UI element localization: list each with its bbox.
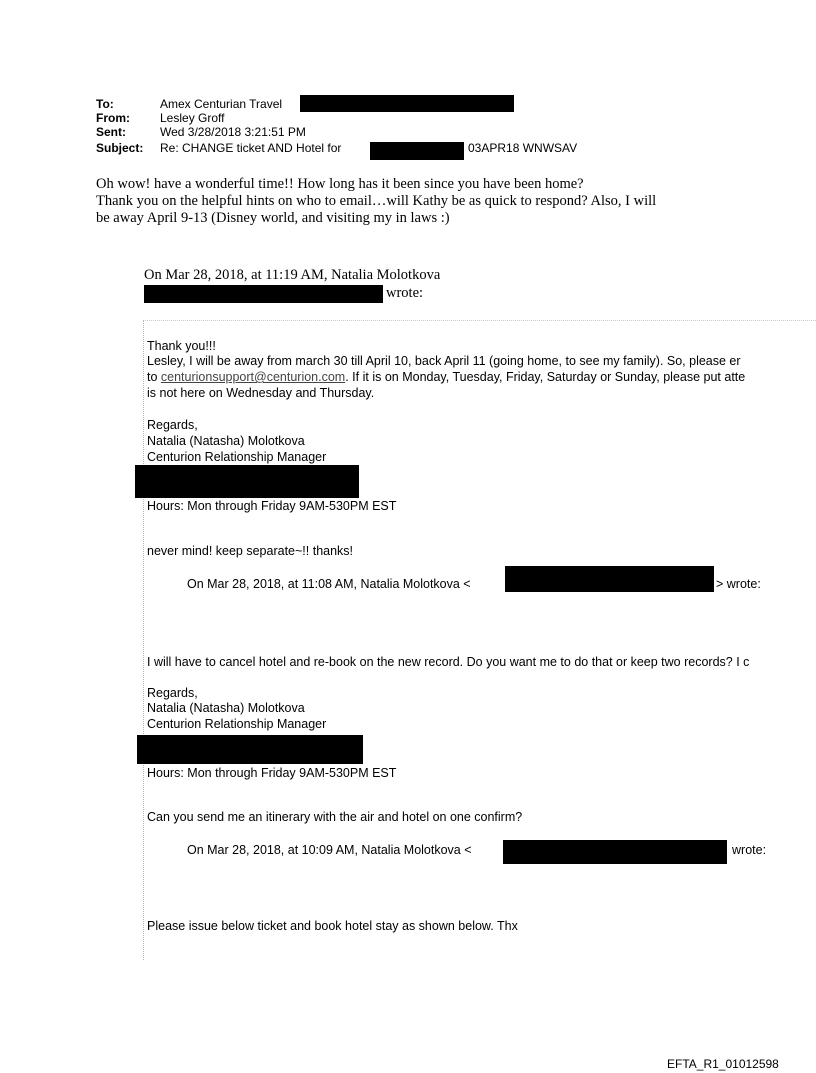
quote1-wrote: wrote:	[386, 285, 424, 301]
reply2-signature-title: Centurion Relationship Manager	[147, 717, 327, 731]
redaction-msg3-email	[503, 840, 727, 864]
to-value: Amex Centurian Travel	[160, 97, 283, 111]
msg2-quote-intro: On Mar 28, 2018, at 11:08 AM, Natalia Molotkova <	[187, 577, 471, 591]
sent-label: Sent:	[96, 125, 126, 139]
reply1-hours: Hours: Mon through Friday 9AM-530PM EST	[147, 499, 397, 513]
msg2-quote-wrote: > wrote:	[716, 577, 761, 591]
reply1-line-1: Lesley, I will be away from march 30 till April 10, back April 11 (going home, to see my family). So, please er	[147, 354, 741, 368]
reply2-regards: Regards,	[147, 686, 198, 700]
document-id: EFTA_R1_01012598	[667, 1057, 779, 1071]
msg3-text: Can you send me an itinerary with the air and hotel on one confirm?	[147, 810, 523, 824]
support-email-link[interactable]: centurionsupport@centurion.com	[160, 370, 346, 384]
reply2-signature-name: Natalia (Natasha) Molotkova	[147, 701, 305, 715]
msg3-quote-intro: On Mar 28, 2018, at 10:09 AM, Natalia Molotkova <	[187, 843, 472, 857]
quote-border-top	[143, 320, 816, 321]
quote1-intro: On Mar 28, 2018, at 11:19 AM, Natalia Molotkova	[144, 267, 441, 283]
subject-label: Subject:	[96, 141, 144, 155]
reply1-line-2-pre: to	[147, 370, 161, 384]
reply1-regards: Regards,	[147, 418, 198, 432]
message-line-1: Oh wow! have a wonderful time!! How long has it been since you have been home?	[96, 176, 584, 192]
subject-suffix: 03APR18 WNWSAV	[468, 141, 578, 155]
redaction-signature-1	[135, 465, 359, 498]
to-label: To:	[96, 97, 114, 111]
msg3-quote-wrote: wrote:	[732, 843, 767, 857]
quote-border-left	[143, 320, 144, 960]
redaction-signature-2	[137, 735, 363, 764]
sent-row	[96, 125, 656, 139]
msg2-text: never mind! keep separate~!! thanks!	[147, 544, 354, 558]
redaction-msg2-email	[505, 566, 714, 592]
reply1-signature-name: Natalia (Natasha) Molotkova	[147, 434, 305, 448]
redaction-quote1-email	[144, 285, 383, 303]
from-label: From:	[96, 111, 130, 125]
reply1-thanks: Thank you!!!	[147, 339, 216, 353]
reply3-text: Please issue below ticket and book hotel stay as shown below. Thx	[147, 919, 518, 933]
message-line-2: Thank you on the helpful hints on who to email…will Kathy be as quick to respond? Also, I will	[96, 193, 657, 209]
redaction-subject	[370, 142, 464, 160]
reply2-text: I will have to cancel hotel and re-book on the new record. Do you want me to do that or keep two records? I c	[147, 655, 750, 669]
reply1-line-3: is not here on Wednesday and Thursday.	[147, 386, 375, 400]
reply1-line-2-post: . If it is on Monday, Tuesday, Friday, Saturday or Sunday, please put atte	[345, 370, 746, 384]
reply1-line-2	[147, 370, 745, 385]
reply1-signature-title: Centurion Relationship Manager	[147, 450, 327, 464]
redaction-to	[300, 95, 514, 112]
reply2-hours: Hours: Mon through Friday 9AM-530PM EST	[147, 766, 397, 780]
subject-prefix: Re: CHANGE ticket AND Hotel for	[160, 141, 342, 155]
sent-value: Wed 3/28/2018 3:21:51 PM	[160, 125, 306, 139]
from-value: Lesley Groff	[160, 111, 225, 125]
from-row	[96, 111, 656, 125]
message-line-3: be away April 9-13 (Disney world, and visiting my in laws :)	[96, 210, 450, 226]
